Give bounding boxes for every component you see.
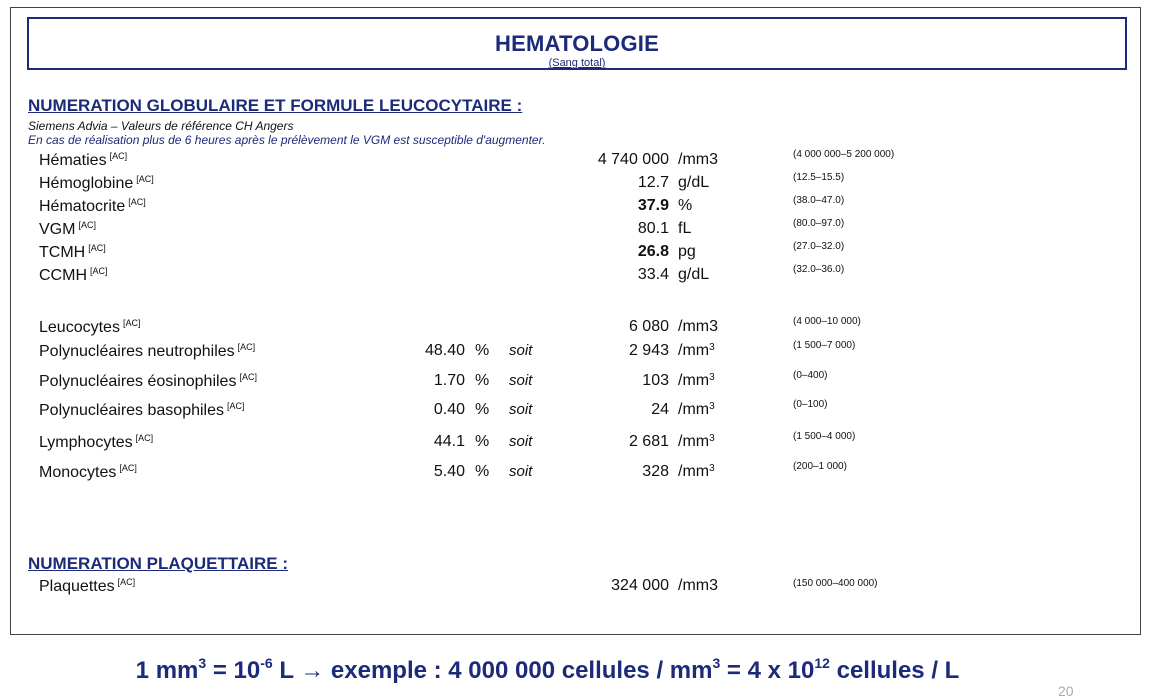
- reference-range: (32.0–36.0): [793, 264, 845, 275]
- result-value: 103: [642, 372, 669, 389]
- result-label: CCMH [AC]: [39, 266, 108, 284]
- reference-range: (12.5–15.5): [793, 172, 845, 183]
- result-row: [11, 401, 1142, 423]
- reference-range: (4 000–10 000): [793, 316, 861, 327]
- reference-range: (1 500–7 000): [793, 340, 856, 351]
- result-label: Leucocytes [AC]: [39, 318, 141, 336]
- percent-sign: %: [475, 401, 490, 418]
- result-row: [11, 463, 1142, 485]
- percent-sign: %: [475, 342, 490, 359]
- result-value: 2 943: [628, 342, 669, 359]
- percent-sign: %: [475, 433, 490, 450]
- percent-sign: %: [475, 372, 490, 389]
- reference-range: (0–400): [793, 370, 828, 381]
- reference-range: (0–100): [793, 399, 828, 410]
- result-value: 324 000: [611, 577, 669, 594]
- result-label: Monocytes [AC]: [39, 463, 137, 481]
- report-subtitle: (Sang total): [548, 57, 606, 69]
- result-label: Hématocrite [AC]: [39, 197, 146, 215]
- result-label: Lymphocytes [AC]: [39, 433, 154, 451]
- result-row: [11, 318, 1142, 340]
- result-value: 2 681: [628, 433, 669, 450]
- result-unit: $/mm^3$: [678, 463, 715, 480]
- sampling-note: En cas de réalisation plus de 6 heures après le prélèvement le VGM est susceptible d'augmenter.: [28, 133, 546, 147]
- result-unit: /mm3: [678, 151, 718, 168]
- result-value: 4 740 000: [597, 151, 669, 168]
- result-percent: 44.1: [433, 433, 465, 450]
- result-unit: $/mm^3$: [678, 372, 715, 389]
- reference-range: (4 000 000–5 200 000): [793, 149, 895, 160]
- result-percent: 0.40: [433, 401, 465, 418]
- result-unit: g/dL: [678, 266, 710, 283]
- result-row: [11, 243, 1142, 265]
- result-unit: /mm3: [678, 577, 718, 594]
- unit-conversion-note: 1 $mm^3 = 10^{-6}$ L → exemple : 4 000 000 cellules / $mm^3 = 4$ x $10^{12}$ cellules / L: [135, 655, 960, 684]
- result-label: VGM [AC]: [39, 220, 96, 238]
- result-unit: $/mm^3$: [678, 401, 715, 418]
- result-percent: 1.70: [433, 372, 465, 389]
- reference-range: (1 500–4 000): [793, 431, 856, 442]
- result-percent: 5.40: [433, 463, 465, 480]
- result-unit: $/mm^3$: [678, 433, 715, 450]
- result-value: 80.1: [637, 220, 669, 237]
- result-label: Polynucléaires basophiles [AC]: [39, 401, 245, 419]
- lab-report-sheet: [10, 7, 1141, 635]
- result-row: [11, 220, 1142, 242]
- page-number: 20: [1058, 683, 1074, 699]
- report-title: HEMATOLOGIE: [495, 31, 659, 56]
- result-row-plaquettes: [11, 577, 1142, 599]
- result-row: [11, 342, 1142, 364]
- result-label: TCMH [AC]: [39, 243, 106, 261]
- header-box: [27, 17, 1127, 70]
- result-value: 24: [651, 401, 669, 418]
- result-unit: $/mm^3$: [678, 342, 715, 359]
- method-note: Siemens Advia – Valeurs de référence CH Angers: [28, 119, 294, 133]
- percent-sign: %: [475, 463, 490, 480]
- reference-range: (80.0–97.0): [793, 218, 845, 229]
- result-label: Hématies [AC]: [39, 151, 128, 169]
- result-unit: %: [678, 197, 693, 214]
- soit-text: soit: [509, 463, 533, 480]
- section-title-numeration-globulaire: NUMERATION GLOBULAIRE ET FORMULE LEUCOCYTAIRE :: [28, 96, 523, 115]
- soit-text: soit: [509, 433, 533, 450]
- result-value: 6 080: [628, 318, 669, 335]
- reference-range: (150 000–400 000): [793, 578, 878, 589]
- result-row: [11, 372, 1142, 394]
- reference-range: (200–1 000): [793, 461, 847, 472]
- soit-text: soit: [509, 401, 533, 418]
- result-unit: pg: [678, 243, 696, 260]
- soit-text: soit: [509, 372, 533, 389]
- reference-range: (38.0–47.0): [793, 195, 845, 206]
- result-unit: fL: [678, 220, 692, 237]
- result-label: Plaquettes [AC]: [39, 577, 136, 595]
- result-row: [11, 174, 1142, 196]
- result-value: 37.9: [637, 197, 669, 214]
- result-row: [11, 151, 1142, 173]
- result-unit: g/dL: [678, 174, 710, 191]
- result-label: Polynucléaires éosinophiles [AC]: [39, 372, 257, 390]
- section-title-numeration-plaquettaire: NUMERATION PLAQUETTAIRE :: [28, 554, 289, 573]
- result-percent: 48.40: [424, 342, 465, 359]
- result-value: 328: [642, 463, 669, 480]
- result-row: [11, 433, 1142, 455]
- reference-range: (27.0–32.0): [793, 241, 845, 252]
- result-value: 26.8: [637, 243, 669, 260]
- result-unit: /mm3: [678, 318, 718, 335]
- soit-text: soit: [509, 342, 533, 359]
- result-label: Polynucléaires neutrophiles [AC]: [39, 342, 256, 360]
- result-value: 12.7: [637, 174, 669, 191]
- result-row: [11, 266, 1142, 288]
- result-label: Hémoglobine [AC]: [39, 174, 154, 192]
- result-value: 33.4: [637, 266, 669, 283]
- result-row: [11, 197, 1142, 219]
